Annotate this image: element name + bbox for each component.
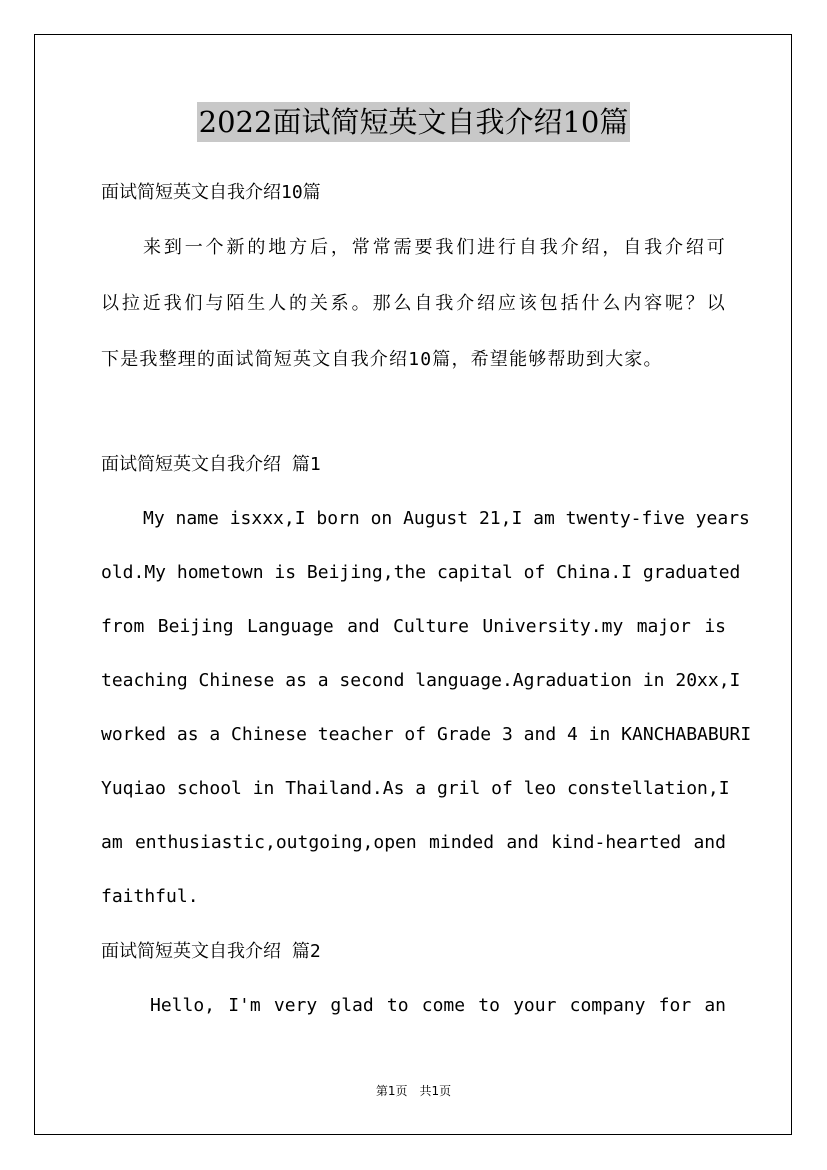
intro-line: 以拉近我们与陌生人的关系。那么自我介绍应该包括什么内容呢？以 (101, 293, 726, 314)
page-total: 共1页 (419, 1084, 452, 1098)
section-1-line: old.My hometown is Beijing,the capital of China.I graduated (101, 562, 741, 583)
section-1-line: Yuqiao school in Thailand.As a gril of leo constellation,I (101, 778, 730, 799)
document-title: 2022面试简短英文自我介绍10篇 (197, 102, 631, 142)
section-2-line: Hello, I'm very glad to come to your company for an (150, 995, 726, 1016)
intro-line: 来到一个新的地方后，常常需要我们进行自我介绍，自我介绍可 (143, 237, 726, 258)
section-2-heading: 面试简短英文自我介绍 篇2 (101, 941, 321, 962)
document-subtitle: 面试简短英文自我介绍10篇 (101, 182, 321, 203)
intro-paragraph (101, 236, 726, 404)
section-1-heading: 面试简短英文自我介绍 篇1 (101, 454, 321, 475)
section-1-line: worked as a Chinese teacher of Grade 3 and 4 in KANCHABABURI (101, 724, 752, 745)
page-footer (0, 1083, 827, 1099)
intro-line: 下是我整理的面试简短英文自我介绍10篇，希望能够帮助到大家。 (101, 349, 663, 370)
section-1-line: teaching Chinese as a second language.Agraduation in 20xx,I (101, 670, 741, 691)
page-number: 第1页 (375, 1084, 408, 1098)
section-1-line: My name isxxx,I born on August 21,I am twenty-five years (143, 508, 750, 529)
title-wrap (0, 102, 827, 142)
section-1-line: faithful. (101, 886, 199, 907)
section-1-line: am enthusiastic,outgoing,open minded and kind-hearted and (101, 832, 726, 853)
section-1-line: from Beijing Language and Culture University.my major is (101, 616, 726, 637)
section-2-paragraph (101, 994, 726, 1048)
section-1-paragraph (101, 507, 752, 939)
